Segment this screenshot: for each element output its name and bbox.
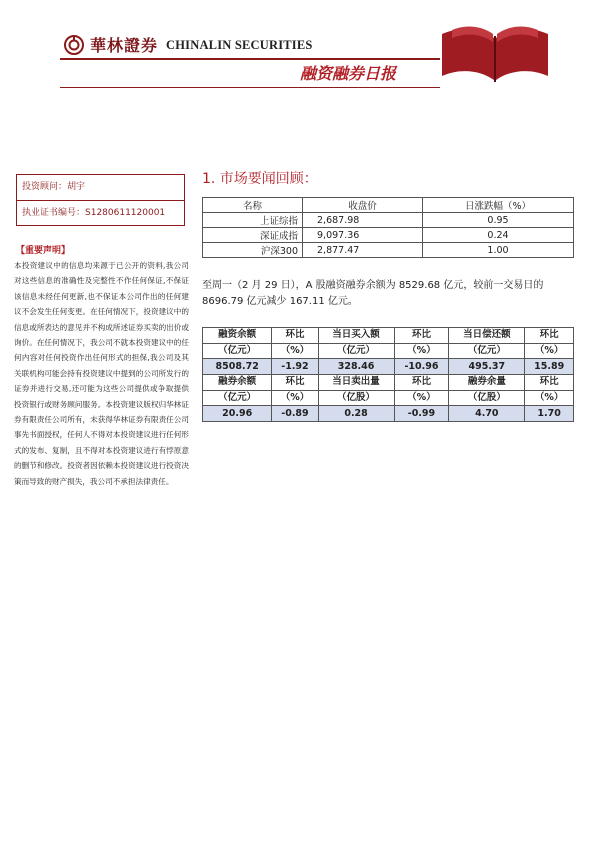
margin-trading-table: [202, 327, 574, 422]
report-header: [0, 0, 595, 92]
short-unit-row: [203, 390, 574, 406]
short-value-cell: 1.70: [525, 406, 574, 422]
margin-header-cell: 当日偿还额: [449, 328, 525, 344]
index-change: 0.95: [423, 213, 574, 228]
short-header-row: [203, 375, 574, 391]
short-unit-cell: （%）: [525, 390, 574, 406]
index-close: 9,097.36: [303, 228, 423, 243]
table-row: [203, 243, 574, 258]
margin-header-row: [203, 328, 574, 344]
header-rule-bottom: [60, 87, 440, 88]
margin-unit-cell: （亿元）: [318, 343, 394, 359]
short-unit-cell: （亿元）: [203, 390, 272, 406]
advisor-license: 执业证书编号：S1280611120001: [17, 200, 184, 225]
index-name: 上证综指: [203, 213, 303, 228]
disclaimer-title: 【重要声明】: [16, 246, 71, 256]
index-change: 1.00: [423, 243, 574, 258]
table-row: [203, 213, 574, 228]
short-value-cell: 4.70: [449, 406, 525, 422]
index-close: 2,687.98: [303, 213, 423, 228]
section-title-market-review: 1. 市场要闻回顾：: [202, 171, 318, 187]
margin-value-cell: 495.37: [449, 359, 525, 375]
short-value-cell: -0.99: [394, 406, 449, 422]
index-change: 0.24: [423, 228, 574, 243]
table-row: [203, 406, 574, 422]
margin-value-cell: 328.46: [318, 359, 394, 375]
margin-summary-paragraph: 至周一（2 月 29 日），A 股融资融券余额为 8529.68 亿元，较前一交易日的 8696.79 亿元减少 167.11 亿元。: [202, 280, 544, 307]
short-header-cell: 融券余额: [203, 375, 272, 391]
index-table: [202, 197, 574, 258]
margin-value-cell: 15.89: [525, 359, 574, 375]
index-header-close: 收盘价: [303, 198, 423, 213]
short-header-cell: 环比: [272, 375, 318, 391]
short-header-cell: 环比: [394, 375, 449, 391]
brand-name-en: CHINALIN SECURITIES: [166, 38, 313, 52]
short-unit-cell: （%）: [394, 390, 449, 406]
index-name: 深证成指: [203, 228, 303, 243]
report-title: 融资融券日报: [300, 64, 397, 83]
margin-unit-cell: （亿元）: [203, 343, 272, 359]
margin-header-cell: 环比: [525, 328, 574, 344]
margin-unit-cell: （亿元）: [449, 343, 525, 359]
margin-header-cell: 融资余额: [203, 328, 272, 344]
advisor-name: 投资顾问：胡宇: [22, 182, 86, 192]
short-header-cell: 环比: [525, 375, 574, 391]
margin-value-cell: 8508.72: [203, 359, 272, 375]
short-header-cell: 当日卖出量: [318, 375, 394, 391]
short-value-cell: 20.96: [203, 406, 272, 422]
chinalin-logo-icon: [64, 35, 84, 55]
index-table-header: [203, 198, 574, 213]
index-header-change: 日涨跌幅（%）: [423, 198, 574, 213]
short-value-cell: -0.89: [272, 406, 318, 422]
margin-unit-cell: （%）: [272, 343, 318, 359]
short-unit-cell: （亿股）: [318, 390, 394, 406]
table-row: [203, 228, 574, 243]
margin-header-cell: 当日买入额: [318, 328, 394, 344]
margin-unit-row: [203, 343, 574, 359]
open-book-icon: [436, 20, 554, 86]
short-unit-cell: （亿股）: [449, 390, 525, 406]
margin-header-cell: 环比: [272, 328, 318, 344]
short-unit-cell: （%）: [272, 390, 318, 406]
margin-value-cell: -10.96: [394, 359, 449, 375]
advisor-info-box: [16, 174, 185, 226]
margin-unit-cell: （%）: [525, 343, 574, 359]
table-row: [203, 359, 574, 375]
short-value-cell: 0.28: [318, 406, 394, 422]
margin-value-cell: -1.92: [272, 359, 318, 375]
margin-unit-cell: （%）: [394, 343, 449, 359]
index-header-name: 名称: [203, 198, 303, 213]
margin-header-cell: 环比: [394, 328, 449, 344]
index-close: 2,877.47: [303, 243, 423, 258]
header-rule-top: [60, 58, 440, 60]
disclaimer-text: 本投资建议中的信息均来源于已公开的资料,我公司对这些信息的准确性及完整性不作任何保证,不保证该信息未经任何更新,也不保证本公司作出的任何建议不会发生任何变更。在任何情况下，投资建议中的信息或所表达的意见并不构成所述证券买卖的出价或询价。在任何情况下，我公司不就本投资建议中的任何内容对任何投资作出任何形式的担保,我公司及其关联机构可能会持有投资建议中提到的公司所发行的证券并进行交易,还可能为这些公司提供或争取提供投资银行或财务顾问服务。本投资建议版权归华林证券有限责任公司所有，未获得华林证券有限责任公司事先书面授权，任何人不得对本投资建议进行任何形式的发布、复制，且不得对本投资建议进行有悖原意的删节和修改。投资者因依赖本投资建议进行投资决策而导致的财产损失，我公司不承担法律责任。: [14, 261, 189, 486]
short-header-cell: 融券余量: [449, 375, 525, 391]
index-name: 沪深300: [203, 243, 303, 258]
brand-name-cn: 華林證券: [90, 36, 159, 55]
